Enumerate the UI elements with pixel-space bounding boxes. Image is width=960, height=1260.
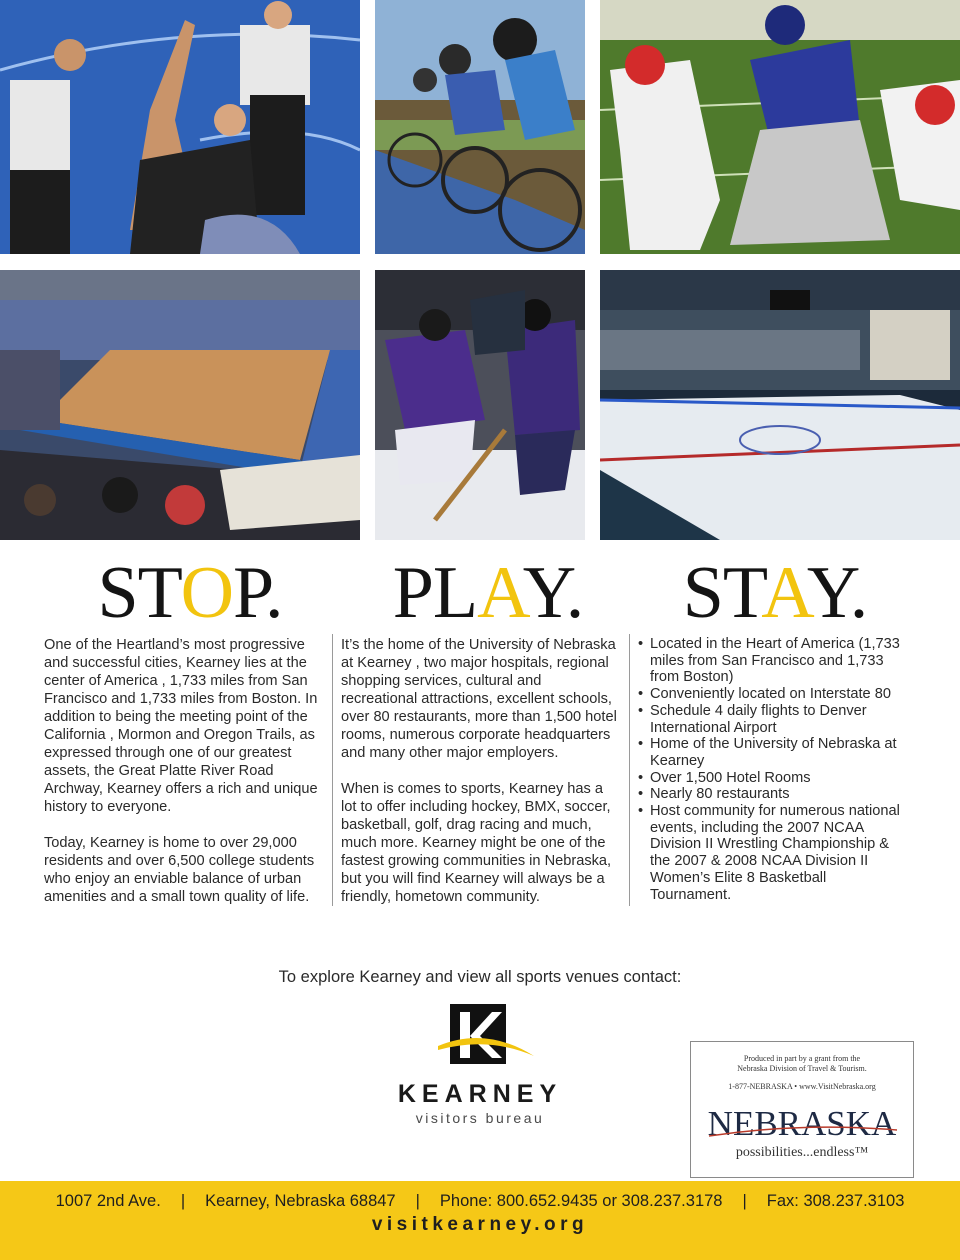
stay-bullet-list — [638, 636, 908, 903]
footer-separator: | — [742, 1192, 747, 1210]
website-link[interactable]: visitkearney.org — [371, 1214, 589, 1235]
stay-bullet: • Over 1,500 Hotel Rooms — [638, 770, 908, 787]
footer-bar — [0, 1181, 960, 1260]
headline-stay-pre: ST — [682, 552, 762, 634]
nebraska-credit-line-1: Produced in part by a grant from the — [743, 1054, 861, 1063]
explore-prompt: To explore Kearney and view all sports venues contact: — [278, 968, 682, 986]
stay-column — [638, 636, 908, 903]
kearney-subtitle: visitors bureau — [415, 1110, 545, 1126]
nebraska-contact: 1-877-NEBRASKA • www.VisitNebraska.org — [728, 1082, 876, 1091]
stay-bullet: • Located in the Heart of America (1,733 miles from San Francisco and 1,733 from Boston) — [638, 636, 908, 686]
stay-bullet: • Conveniently located on Interstate 80 — [638, 686, 908, 703]
nebraska-tagline: possibilities...endless™ — [735, 1145, 869, 1160]
stay-bullet: • Host community for numerous national events, including the 2007 NCAA Division II Wrestling Championship & the 2007 & 2008 NCAA Division II Women’s Elite 8 Basketball Tournament. — [638, 803, 908, 903]
stop-paragraph-1: One of the Heartland’s most progressive and successful cities, Kearney lies at the center of America , 1,733 miles from San Francisco and 1,733 miles from Boston. In addition to being the meeting point of the California , Mormon and Oregon Trails, as expressed through one of our greatest assets, the Great Platte River Road Archway, Kearney offers a rich and unique history to everyone. — [44, 637, 318, 815]
kearney-logo-icon — [436, 1002, 536, 1066]
volleyball-arena-photo — [0, 270, 360, 540]
nebraska-credit-line-2: Nebraska Division of Travel & Tourism. — [737, 1064, 867, 1073]
stay-bullet: • Nearly 80 restaurants — [638, 786, 908, 803]
headline-stop-pre: ST — [97, 552, 181, 634]
nebraska-sponsor-box — [690, 1041, 914, 1178]
stop-column — [44, 636, 320, 924]
column-divider-2 — [629, 634, 630, 906]
headline-stop-accent: O — [180, 552, 234, 634]
column-divider-1 — [332, 634, 333, 906]
bmx-photo — [375, 0, 585, 254]
footer-fax: Fax: 308.237.3103 — [766, 1192, 905, 1210]
nebraska-swoosh-icon — [705, 1124, 901, 1140]
headline-stop-post: P. — [233, 552, 283, 634]
headline-play-pre: PL — [392, 552, 478, 634]
stay-bullet: • Schedule 4 daily flights to Denver International Airport — [638, 703, 908, 736]
kearney-wordmark: KEARNEY — [397, 1080, 563, 1108]
play-paragraph-1: It’s the home of the University of Nebraska at Kearney , two major hospitals, regional shopping services, cultural and recreational attractions, excellent schools, over 80 restaurants, more than 1,500 hotel rooms, numerous corporate headquarters and many other major employers. — [341, 637, 617, 761]
headline-play — [338, 548, 638, 638]
hockey-players-photo — [375, 270, 585, 540]
stop-paragraph-2: Today, Kearney is home to over 29,000 residents and over 6,500 college students who enjoy an enviable balance of urban amenities and a small town quality of life. — [44, 835, 315, 905]
play-column — [341, 636, 621, 924]
play-paragraph-2: When is comes to sports, Kearney has a lot to offer including hockey, BMX, soccer, basketball, golf, drag racing and much, much more. Kearney might be one of the fastest growing communities in Nebraska, but you will find Kearney will always be a friendly, hometown community. — [341, 781, 612, 905]
footer-city: Kearney, Nebraska 68847 — [205, 1192, 396, 1210]
nebraska-wordmark: NEBRASKA — [707, 1104, 897, 1143]
football-photo — [600, 0, 960, 254]
headline-play-post: Y. — [522, 552, 584, 634]
footer-separator: | — [415, 1192, 420, 1210]
footer-separator: | — [180, 1192, 186, 1210]
footer-contact-line — [0, 1192, 960, 1211]
footer-phone: Phone: 800.652.9435 or 308.237.3178 — [439, 1192, 723, 1210]
wrestling-photo — [0, 0, 360, 254]
ice-arena-photo — [600, 270, 960, 540]
headline-stay-accent: A — [761, 552, 807, 634]
footer-address: 1007 2nd Ave. — [55, 1192, 161, 1210]
nebraska-credit — [691, 1054, 913, 1074]
headline-stop — [40, 548, 340, 638]
headline-play-accent: A — [477, 552, 523, 634]
headline-stay-post: Y. — [806, 552, 868, 634]
stay-bullet: • Home of the University of Nebraska at Kearney — [638, 736, 908, 769]
headline-stay — [625, 548, 925, 638]
